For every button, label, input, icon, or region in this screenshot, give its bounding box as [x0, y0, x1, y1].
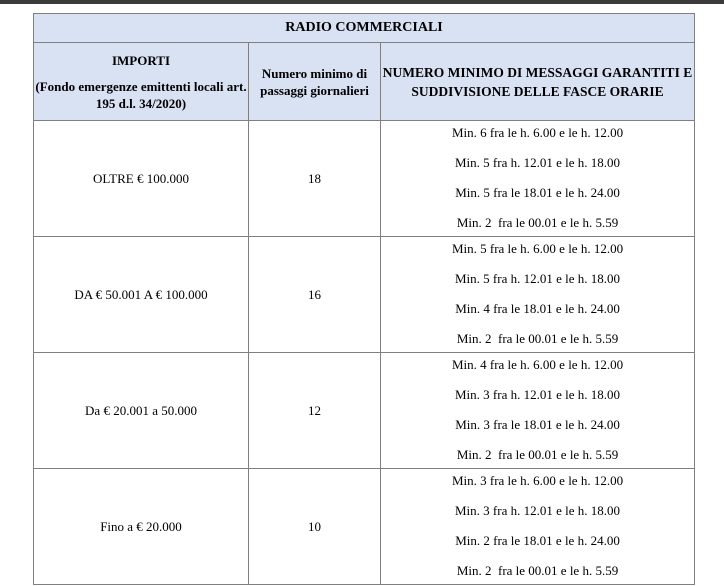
messaggio-line: Min. 5 fra h. 12.01 e le h. 18.00: [455, 271, 621, 286]
messaggio-line: Min. 3 fra h. 12.01 e le h. 18.00: [455, 503, 621, 518]
header-importi-note: (Fondo emergenze emittenti locali art. 195 d.l. 34/2020): [35, 78, 247, 111]
passaggi-cell: 10: [249, 469, 381, 585]
messaggio-line: Min. 5 fra le h. 6.00 e le h. 12.00: [451, 241, 624, 256]
messaggio-line: Min. 2 fra le 00.01 e le h. 5.59: [456, 563, 619, 578]
messaggio-line: Min. 3 fra h. 12.01 e le h. 18.00: [455, 387, 621, 402]
table-row: [34, 237, 695, 353]
messaggio-line: Min. 3 fra le 18.01 e le h. 24.00: [455, 417, 620, 432]
messaggio-line: Min. 2 fra le 00.01 e le h. 5.59: [456, 215, 619, 230]
messaggi-cell: [381, 237, 695, 353]
header-importi: [34, 43, 249, 121]
importo-cell: Fino a € 20.000: [34, 469, 249, 585]
header-importi-title: IMPORTI: [111, 52, 171, 68]
messaggio-line: Min. 6 fra le h. 6.00 e le h. 12.00: [451, 125, 624, 140]
messaggio-line: Min. 4 fra le h. 6.00 e le h. 12.00: [451, 357, 624, 372]
table-row: [34, 469, 695, 585]
messaggio-line: Min. 2 fra le 18.01 e le h. 24.00: [455, 533, 620, 548]
messaggio-line: Min. 5 fra h. 12.01 e le h. 18.00: [455, 155, 621, 170]
header-passaggi: Numero minimo di passaggi giornalieri: [249, 43, 381, 121]
messaggio-line: Min. 2 fra le 00.01 e le h. 5.59: [456, 331, 619, 346]
messaggi-cell: [381, 469, 695, 585]
passaggi-cell: 16: [249, 237, 381, 353]
messaggio-line: Min. 3 fra le h. 6.00 e le h. 12.00: [451, 473, 624, 488]
messaggio-line: Min. 5 fra le 18.01 e le h. 24.00: [455, 185, 620, 200]
importo-cell: OLTRE € 100.000: [34, 121, 249, 237]
messaggi-cell: [381, 353, 695, 469]
table-row: [34, 121, 695, 237]
importo-cell: Da € 20.001 a 50.000: [34, 353, 249, 469]
table-title: RADIO COMMERCIALI: [34, 14, 695, 43]
messaggio-line: Min. 2 fra le 00.01 e le h. 5.59: [456, 447, 619, 462]
passaggi-cell: 18: [249, 121, 381, 237]
header-messaggi: NUMERO MINIMO DI MESSAGGI GARANTITI E SUDDIVISIONE DELLE FASCE ORARIE: [381, 43, 695, 121]
table-header-row: [34, 43, 695, 121]
window-top-border: [0, 0, 724, 4]
passaggi-cell: 12: [249, 353, 381, 469]
messaggio-line: Min. 4 fra le 18.01 e le h. 24.00: [455, 301, 620, 316]
radio-commerciali-table: [33, 13, 695, 585]
table-row: [34, 353, 695, 469]
table-title-row: [34, 14, 695, 43]
messaggi-cell: [381, 121, 695, 237]
importo-cell: DA € 50.001 A € 100.000: [34, 237, 249, 353]
